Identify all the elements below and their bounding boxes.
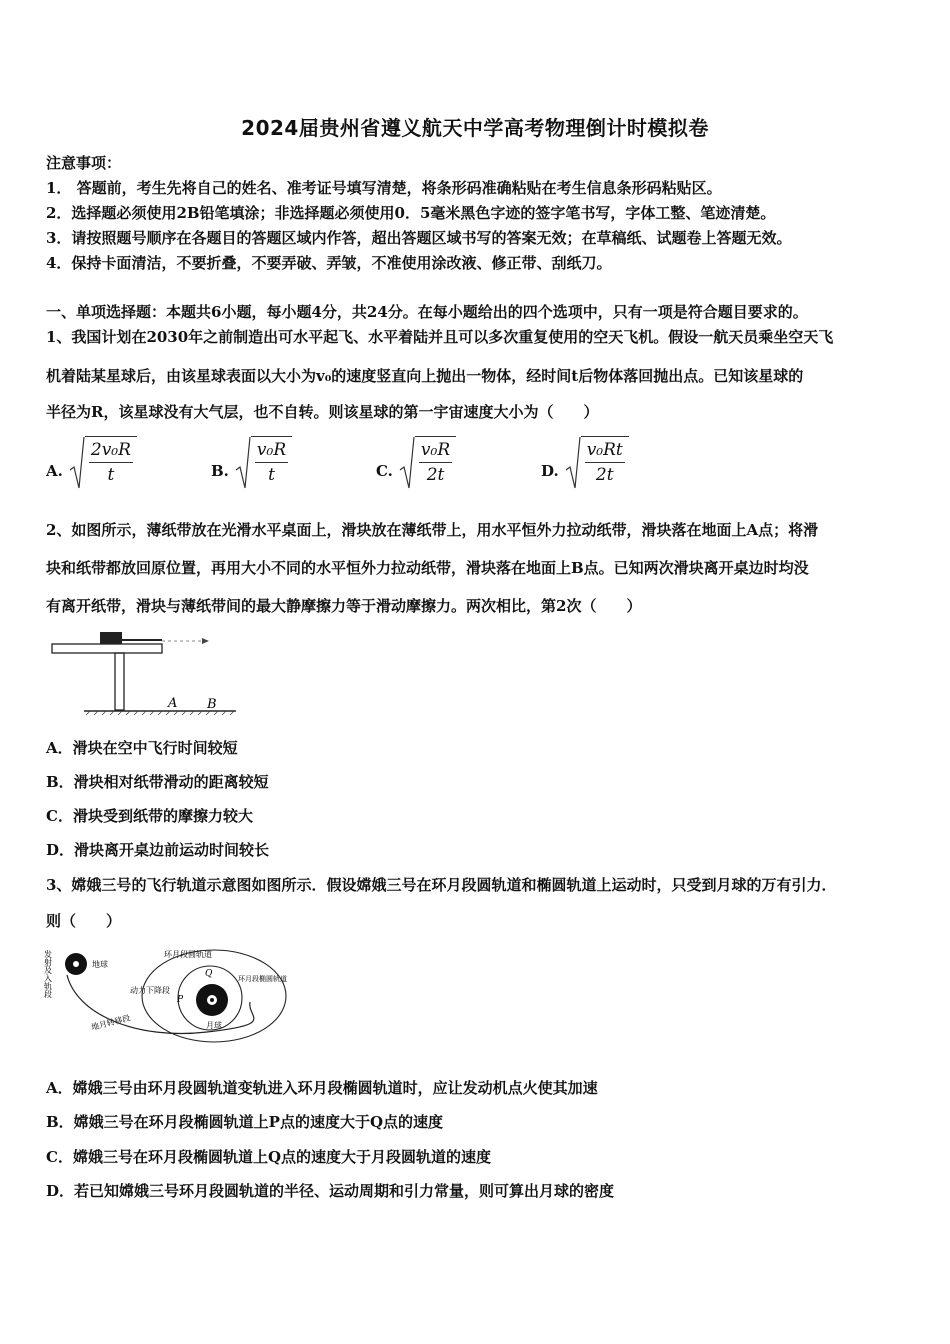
option-c — [376, 436, 456, 490]
denominator: t — [107, 465, 115, 485]
p-point-label: P — [177, 995, 184, 1005]
notice-item: 4．保持卡面清洁，不要折叠，不要弄破、弄皱，不准使用涂改液、修正带、刮纸刀。 — [46, 254, 612, 272]
question-2-text: 块和纸带都放回原位置，再用大小不同的水平恒外力拉动纸带，滑块落在地面上B点。已知两次滑块离开桌边时均没 — [46, 559, 809, 577]
notice-item: 2．选择题必须使用2B铅笔填涂；非选择题必须使用0．5毫米黑色字迹的签字笔书写，字体工整、笔迹清楚。 — [46, 204, 776, 222]
sqrt-expression — [399, 436, 456, 490]
ellipse-orbit-label: 环月段椭圆轨道 — [238, 975, 287, 983]
question-3-option: B．嫦娥三号在环月段椭圆轨道上P点的速度大于Q点的速度 — [46, 1113, 444, 1131]
question-2-option: B．滑块相对纸带滑动的距离较短 — [46, 773, 269, 791]
transfer-label: 地月转移段 — [90, 1013, 132, 1032]
q-point-label: Q — [205, 969, 213, 979]
orbit-figure — [42, 940, 322, 1048]
question-3-option: D．若已知嫦娥三号环月段圆轨道的半径、运动周期和引力常量，则可算出月球的密度 — [46, 1182, 615, 1200]
option-d — [541, 436, 629, 490]
question-3-text: 3、嫦娥三号的飞行轨道示意图如图所示．假设嫦娥三号在环月段圆轨道和椭圆轨道上运动时，只受到月球的万有引力． — [46, 876, 837, 894]
page-title: 2024届贵州省遵义航天中学高考物理倒计时模拟卷 — [241, 116, 709, 140]
question-1-text: 半径为R，该星球没有大气层，也不自转。则该星球的第一宇宙速度大小为（ ） — [46, 403, 599, 421]
option-a — [46, 436, 137, 490]
numerator: v₀R — [255, 439, 288, 463]
option-b — [211, 436, 292, 490]
question-1-text: 1、我国计划在2030年之前制造出可水平起飞、水平着陆并且可以多次重复使用的空天飞机。假设一航天员乘坐空天飞 — [46, 328, 834, 346]
question-3-option: C．嫦娥三号在环月段椭圆轨道上Q点的速度大于月段圆轨道的速度 — [46, 1148, 492, 1166]
table-leg — [115, 653, 124, 710]
option-label: A. — [46, 462, 63, 480]
arrow-icon — [202, 638, 209, 644]
question-3-option: A．嫦娥三号由环月段圆轨道变轨进入环月段椭圆轨道时，应让发动机点火使其加速 — [46, 1079, 598, 1097]
fraction — [415, 436, 456, 490]
question-1-text: 机着陆某星球后，由该星球表面以大小为v₀的速度竖直向上抛出一物体，经时间t后物体落回抛出点。已知该星球的 — [46, 367, 804, 385]
denominator: 2t — [595, 465, 614, 485]
question-1-options — [46, 436, 926, 490]
question-2-option: C．滑块受到纸带的摩擦力较大 — [46, 807, 253, 825]
question-2-text: 有离开纸带，滑块与薄纸带间的最大静摩擦力等于滑动摩擦力。两次相比，第2次（ ） — [46, 597, 642, 615]
sqrt-expression — [235, 436, 292, 490]
option-label: B. — [211, 462, 229, 480]
notice-item: 3．请按照题号顺序在各题目的答题区域内作答，超出答题区域书写的答案无效；在草稿纸、试题卷上答题无效。 — [46, 229, 792, 247]
fraction — [251, 436, 292, 490]
radical-sign-icon — [235, 436, 251, 490]
question-3-text: 则（ ） — [46, 912, 122, 930]
table-slider-figure — [42, 622, 242, 722]
earth-label: 地球 — [92, 960, 108, 969]
table-top — [52, 644, 162, 653]
option-label: D. — [541, 462, 559, 480]
slider-block — [100, 632, 122, 644]
denominator: t — [268, 465, 275, 485]
point-a-label: A — [168, 696, 178, 711]
numerator: v₀Rt — [585, 439, 625, 463]
moon-label: 月球 — [206, 1021, 222, 1030]
radical-sign-icon — [399, 436, 415, 490]
descent-label: 动力下降段 — [130, 986, 170, 995]
question-2-option: A．滑块在空中飞行时间较短 — [46, 739, 238, 757]
fraction — [85, 436, 137, 490]
fraction — [581, 436, 629, 490]
circle-orbit-label: 环月段圆轨道 — [164, 950, 212, 959]
numerator: v₀R — [419, 439, 452, 463]
notice-heading: 注意事项： — [46, 154, 122, 172]
notice-item: 1． 答题前，考生先将自己的姓名、准考证号填写清楚，将条形码准确粘贴在考生信息条形码粘贴区。 — [46, 179, 722, 197]
denominator: 2t — [426, 465, 445, 485]
option-label: C. — [376, 462, 393, 480]
launch-label: 发射及入轨段 — [43, 950, 53, 998]
sqrt-expression — [565, 436, 629, 490]
question-2-option: D．滑块离开桌边前运动时间较长 — [46, 841, 270, 859]
section-heading: 一、单项选择题：本题共6小题，每小题4分，共24分。在每小题给出的四个选项中，只有一项是符合题目要求的。 — [46, 303, 808, 321]
sqrt-expression — [69, 436, 137, 490]
radical-sign-icon — [565, 436, 581, 490]
radical-sign-icon — [69, 436, 85, 490]
point-b-label: B — [207, 697, 217, 712]
numerator: 2v₀R — [89, 439, 133, 463]
question-2-text: 2、如图所示，薄纸带放在光滑水平桌面上，滑块放在薄纸带上，用水平恒外力拉动纸带，滑块落在地面上A点；将滑 — [46, 521, 819, 539]
